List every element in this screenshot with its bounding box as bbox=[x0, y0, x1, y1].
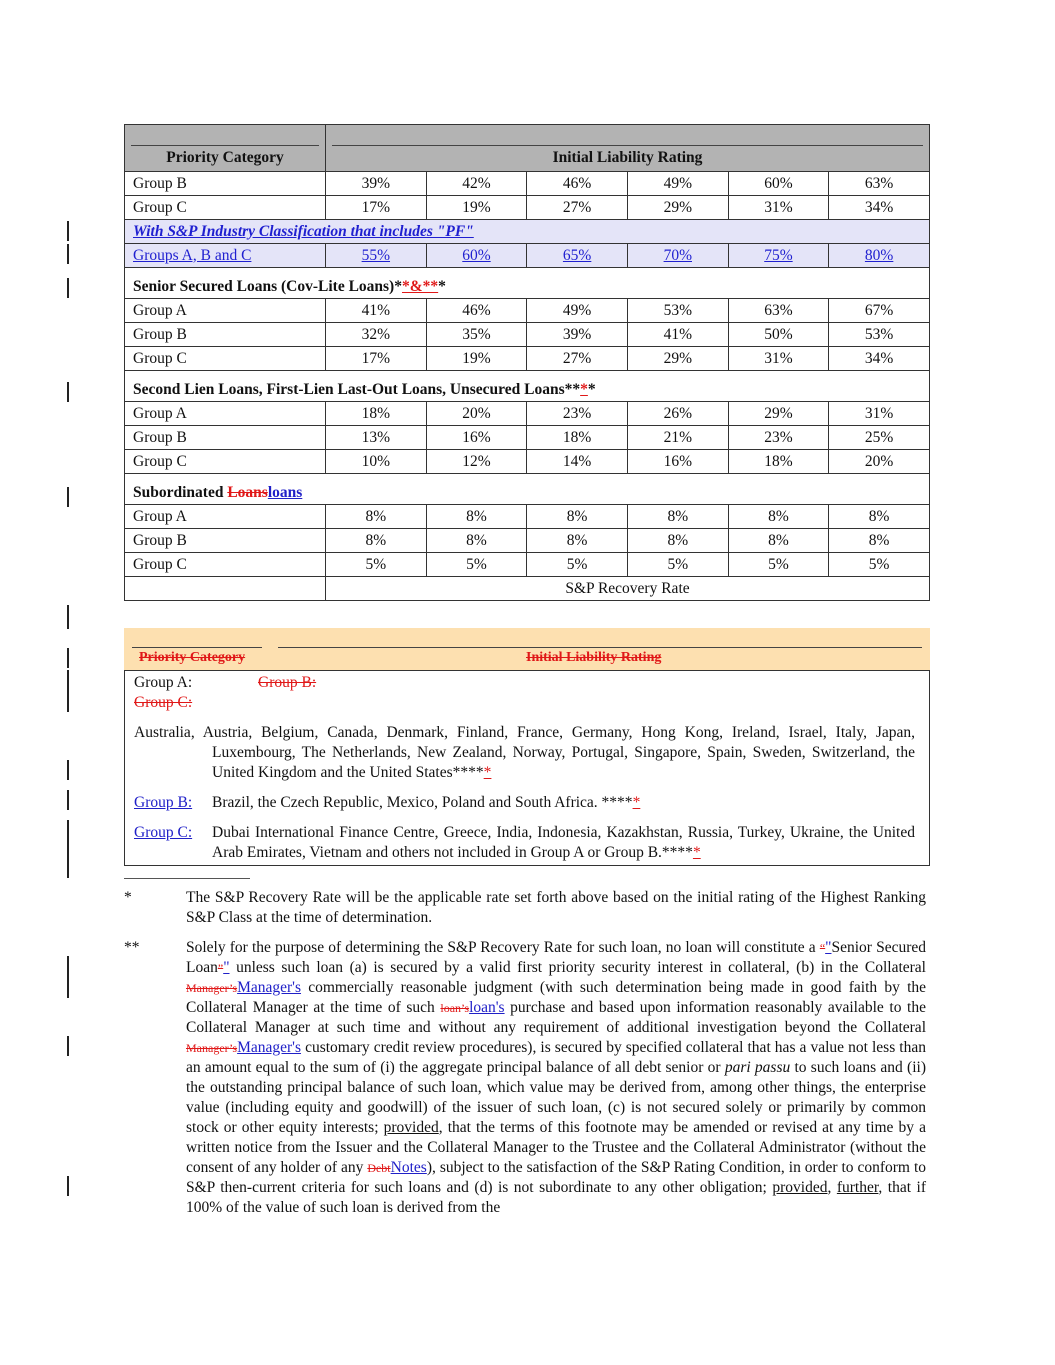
cell-text: 75% bbox=[764, 246, 793, 264]
text: Senior Secured Loan bbox=[186, 939, 927, 976]
group-b-text: Brazil, the Czech Republic, Mexico, Poland and South Africa. **** bbox=[212, 794, 633, 811]
inserted-star: * bbox=[483, 764, 492, 781]
underlined-text: provided bbox=[772, 1179, 828, 1196]
cell: 63% bbox=[829, 172, 930, 196]
change-bar bbox=[67, 670, 69, 712]
deleted-header-rating: Initial Liability Rating bbox=[526, 650, 662, 665]
row-label: Group B bbox=[125, 426, 326, 450]
cell: 41% bbox=[326, 299, 427, 323]
country-groups-table bbox=[124, 628, 930, 866]
underlined-text: further bbox=[836, 1179, 879, 1196]
cell: 31% bbox=[728, 196, 829, 220]
inserted-text: * bbox=[580, 381, 588, 398]
deleted-header-priority: Priority Category bbox=[139, 650, 246, 665]
cell: 5% bbox=[829, 553, 930, 577]
cell: 8% bbox=[426, 505, 527, 529]
text: purchase and based upon information reasonably available to the Collateral Manager at such time and without any requirement of additional investigation beyond the Collateral bbox=[186, 999, 926, 1036]
cell: 18% bbox=[326, 402, 427, 426]
cell: 12% bbox=[426, 450, 527, 474]
underlined-text: provided bbox=[383, 1119, 439, 1136]
empty-cell bbox=[125, 577, 326, 601]
cell: 32% bbox=[326, 323, 427, 347]
change-bar bbox=[67, 1036, 69, 1056]
section-title-row bbox=[125, 474, 930, 505]
text: ), subject to the satisfaction of the S&P Rating Condition, in order to conform to S&P then-current criteria for such loans and (d) is not subordinate to any other obligation; bbox=[186, 1159, 926, 1196]
table-row bbox=[125, 172, 930, 196]
text: , that the terms of this footnote may be amended or revised at any time by a written notice from the Issuer and the Collateral Manager to the Trustee and the Collateral Administrator (without the consent of any holder of any bbox=[186, 1119, 926, 1176]
deleted-text: Debt bbox=[367, 1161, 391, 1175]
cell: 21% bbox=[627, 426, 728, 450]
cell-text: 70% bbox=[663, 246, 692, 264]
cell bbox=[627, 244, 728, 268]
cell: 49% bbox=[527, 299, 628, 323]
cell: 53% bbox=[627, 299, 728, 323]
cell: 8% bbox=[829, 505, 930, 529]
inserted-text: loan's bbox=[469, 999, 505, 1016]
row-label: Group A bbox=[125, 505, 326, 529]
subordinated-title bbox=[125, 474, 930, 505]
cell: 41% bbox=[627, 323, 728, 347]
inserted-text: Notes bbox=[390, 1159, 427, 1176]
group-a-label: Group A: bbox=[134, 674, 193, 691]
cell: 8% bbox=[728, 529, 829, 553]
header-priority-category bbox=[125, 125, 326, 172]
inserted-text: *&** bbox=[401, 278, 439, 295]
cell bbox=[426, 244, 527, 268]
cell: 5% bbox=[426, 553, 527, 577]
text: , that if 100% of the value of such loan is derived from the bbox=[186, 1179, 927, 1216]
cell: 63% bbox=[728, 299, 829, 323]
inserted-text: " bbox=[223, 959, 230, 976]
table-row bbox=[125, 196, 930, 220]
cell: 29% bbox=[627, 347, 728, 371]
deleted-text: loan’s bbox=[440, 1001, 470, 1015]
cell bbox=[829, 244, 930, 268]
cell: 19% bbox=[426, 347, 527, 371]
cell: 18% bbox=[728, 450, 829, 474]
cell: 46% bbox=[426, 299, 527, 323]
deleted-group-b-label: Group B: bbox=[258, 674, 317, 691]
cell: 29% bbox=[728, 402, 829, 426]
change-bar bbox=[67, 790, 69, 810]
cell: 16% bbox=[627, 450, 728, 474]
row-label: Group C bbox=[125, 553, 326, 577]
change-bar bbox=[67, 820, 69, 878]
pf-section-title-row bbox=[125, 220, 930, 244]
header-label: Priority Category bbox=[166, 149, 284, 166]
text: customary credit review procedures), is secured by specified collateral that has a value not less than an amount equal to the sum of (i) the aggregate principal balance of all debt senior or bbox=[186, 1039, 926, 1076]
footnote-text: The S&P Recovery Rate will be the applicable rate set forth above based on the initial rating of the Highest Ranking S&P Class at the time of determination. bbox=[186, 889, 926, 926]
change-bar bbox=[67, 648, 69, 668]
cell: 34% bbox=[829, 347, 930, 371]
group-a-countries bbox=[134, 723, 915, 783]
groups-body bbox=[124, 670, 930, 866]
deleted-text: “ bbox=[819, 941, 826, 955]
cell: 14% bbox=[527, 450, 628, 474]
cell: 34% bbox=[829, 196, 930, 220]
row-label: Group B bbox=[125, 529, 326, 553]
table-row bbox=[125, 299, 930, 323]
table-header-row bbox=[125, 125, 930, 172]
inserted-star: * bbox=[632, 794, 641, 811]
deleted-text: Manager’s bbox=[186, 1041, 238, 1055]
text: to such loans and (ii) the outstanding principal balance of such loan, which value may be derived from, among other things, the enterprise value (including equity and goodwill) of the issuer of such loan, (c) is not secured solely or primarily by common stock or other equity interests; bbox=[186, 1059, 926, 1136]
change-bar bbox=[67, 244, 69, 264]
cell: 5% bbox=[728, 553, 829, 577]
footnote-mark: ** bbox=[124, 939, 140, 956]
cell: 23% bbox=[728, 426, 829, 450]
row-label-text: Groups A, B and C bbox=[133, 246, 252, 264]
section-title-row bbox=[125, 371, 930, 402]
cell: 31% bbox=[829, 402, 930, 426]
cell: 5% bbox=[527, 553, 628, 577]
cell bbox=[326, 244, 427, 268]
cell: 67% bbox=[829, 299, 930, 323]
row-label: Group B bbox=[125, 323, 326, 347]
cell: 17% bbox=[326, 196, 427, 220]
inserted-text: loans bbox=[267, 484, 303, 501]
footnote-2 bbox=[124, 938, 926, 1218]
cell: 46% bbox=[527, 172, 628, 196]
cell: 5% bbox=[326, 553, 427, 577]
table-row bbox=[125, 402, 930, 426]
cell: 8% bbox=[627, 529, 728, 553]
table-row bbox=[125, 553, 930, 577]
inserted-star: * bbox=[692, 844, 701, 861]
row-label: Group B bbox=[125, 172, 326, 196]
text: Solely for the purpose of determining the S&P Recovery Rate for such loan, no loan will constitute a bbox=[186, 939, 820, 956]
group-c-text: Dubai International Finance Centre, Greece, India, Indonesia, Kazakhstan, Russia, Turkey, Ukraine, the United Arab Emirates, Vietnam and others not included in Group A or Group B.**** bbox=[212, 824, 915, 861]
row-label: Group A bbox=[125, 299, 326, 323]
table-row bbox=[125, 323, 930, 347]
row-label: Group C bbox=[125, 450, 326, 474]
inserted-text: " bbox=[825, 939, 832, 956]
section-title-row bbox=[125, 268, 930, 299]
group-b-countries bbox=[134, 793, 915, 813]
header-initial-liability-rating bbox=[326, 125, 930, 172]
cell-text: 65% bbox=[562, 246, 592, 264]
cell: 8% bbox=[829, 529, 930, 553]
second-lien-title bbox=[125, 371, 930, 402]
cell: 50% bbox=[728, 323, 829, 347]
cell-text: 80% bbox=[864, 246, 894, 264]
section-title-suffix: * bbox=[438, 278, 446, 295]
cell: 8% bbox=[426, 529, 527, 553]
group-labels-line bbox=[134, 673, 915, 693]
cell: 13% bbox=[326, 426, 427, 450]
cell: 60% bbox=[728, 172, 829, 196]
deleted-text: ” bbox=[217, 961, 224, 975]
deleted-header-band bbox=[124, 628, 930, 670]
cell: 27% bbox=[527, 347, 628, 371]
cell: 5% bbox=[627, 553, 728, 577]
cell-text: 60% bbox=[462, 246, 491, 264]
section-title-text: Second Lien Loans, First-Lien Last-Out Loans, Unsecured Loans** bbox=[133, 381, 581, 398]
change-bar bbox=[67, 760, 69, 780]
change-bar bbox=[67, 487, 69, 507]
cell: 16% bbox=[426, 426, 527, 450]
cell bbox=[728, 244, 829, 268]
cell: 20% bbox=[426, 402, 527, 426]
table-row bbox=[125, 347, 930, 371]
row-label bbox=[125, 244, 326, 268]
text: commercially reasonable judgment (with such determination being made in good faith by the Collateral Manager at the time of such bbox=[186, 979, 926, 1016]
cell: 8% bbox=[326, 505, 427, 529]
footnote-1 bbox=[124, 888, 926, 928]
cell: 23% bbox=[527, 402, 628, 426]
inserted-text: Manager's bbox=[237, 1039, 302, 1056]
deleted-text: Manager’s bbox=[186, 981, 238, 995]
header-label: Initial Liability Rating bbox=[552, 149, 703, 166]
section-title-suffix: * bbox=[587, 381, 596, 398]
cell bbox=[527, 244, 628, 268]
cell: 8% bbox=[527, 529, 628, 553]
cell: 19% bbox=[426, 196, 527, 220]
cell: 20% bbox=[829, 450, 930, 474]
cell: 39% bbox=[527, 323, 628, 347]
footnote-mark: * bbox=[124, 889, 132, 906]
senior-secured-title bbox=[125, 268, 930, 299]
cell: 49% bbox=[627, 172, 728, 196]
group-b-label: Group B: bbox=[134, 794, 193, 811]
table-row bbox=[125, 244, 930, 268]
cell: 8% bbox=[728, 505, 829, 529]
cell: 8% bbox=[527, 505, 628, 529]
pf-section-title bbox=[125, 220, 930, 244]
group-a-text: Australia, Austria, Belgium, Canada, Denmark, Finland, France, Germany, Hong Kong, Ireland, Israel, Italy, Japan, Luxembourg, The Netherlands, New Zealand, Norway, Portugal, Singapore, Spain, Sweden, Switzerland, the United Kingdom and the United States**** bbox=[134, 724, 915, 781]
table-row bbox=[125, 426, 930, 450]
recovery-rate-label: S&P Recovery Rate bbox=[326, 577, 930, 601]
change-bar bbox=[67, 1176, 69, 1196]
row-label: Group C bbox=[125, 347, 326, 371]
group-c-countries bbox=[134, 823, 915, 863]
table-row bbox=[125, 450, 930, 474]
cell: 35% bbox=[426, 323, 527, 347]
cell-text: 55% bbox=[361, 246, 391, 264]
pf-title-text: With S&P Industry Classification that includes "PF" bbox=[133, 222, 474, 240]
row-label: Group C bbox=[125, 196, 326, 220]
section-title-text: Subordinated bbox=[133, 484, 228, 501]
deleted-text: Loans bbox=[227, 484, 268, 501]
group-c-label: Group C: bbox=[134, 824, 193, 841]
cell: 39% bbox=[326, 172, 427, 196]
section-title-text: Senior Secured Loans (Cov-Lite Loans)* bbox=[133, 278, 402, 295]
footnote-text bbox=[186, 938, 926, 1218]
table-footer-row bbox=[125, 577, 930, 601]
cell: 31% bbox=[728, 347, 829, 371]
cell: 27% bbox=[527, 196, 628, 220]
cell: 26% bbox=[627, 402, 728, 426]
italic-text: pari passu bbox=[724, 1059, 791, 1076]
inserted-text: Manager's bbox=[237, 979, 302, 996]
table-row bbox=[125, 505, 930, 529]
change-bar bbox=[67, 956, 69, 998]
cell: 17% bbox=[326, 347, 427, 371]
cell: 53% bbox=[829, 323, 930, 347]
cell: 42% bbox=[426, 172, 527, 196]
cell: 10% bbox=[326, 450, 427, 474]
text: , bbox=[827, 1179, 837, 1196]
recovery-rate-table bbox=[124, 124, 930, 601]
deleted-group-c-label: Group C: bbox=[134, 694, 193, 711]
table-row bbox=[125, 529, 930, 553]
cell: 29% bbox=[627, 196, 728, 220]
change-bar bbox=[67, 221, 69, 241]
row-label: Group A bbox=[125, 402, 326, 426]
change-bar bbox=[67, 278, 69, 298]
change-bar bbox=[67, 605, 69, 629]
cell: 8% bbox=[326, 529, 427, 553]
footnote-separator bbox=[124, 878, 250, 879]
text: unless such loan (a) is secured by a valid first priority security interest in collateral, (b) in the Collateral bbox=[229, 959, 926, 976]
cell: 18% bbox=[527, 426, 628, 450]
cell: 8% bbox=[627, 505, 728, 529]
cell: 25% bbox=[829, 426, 930, 450]
change-bar bbox=[67, 382, 69, 402]
